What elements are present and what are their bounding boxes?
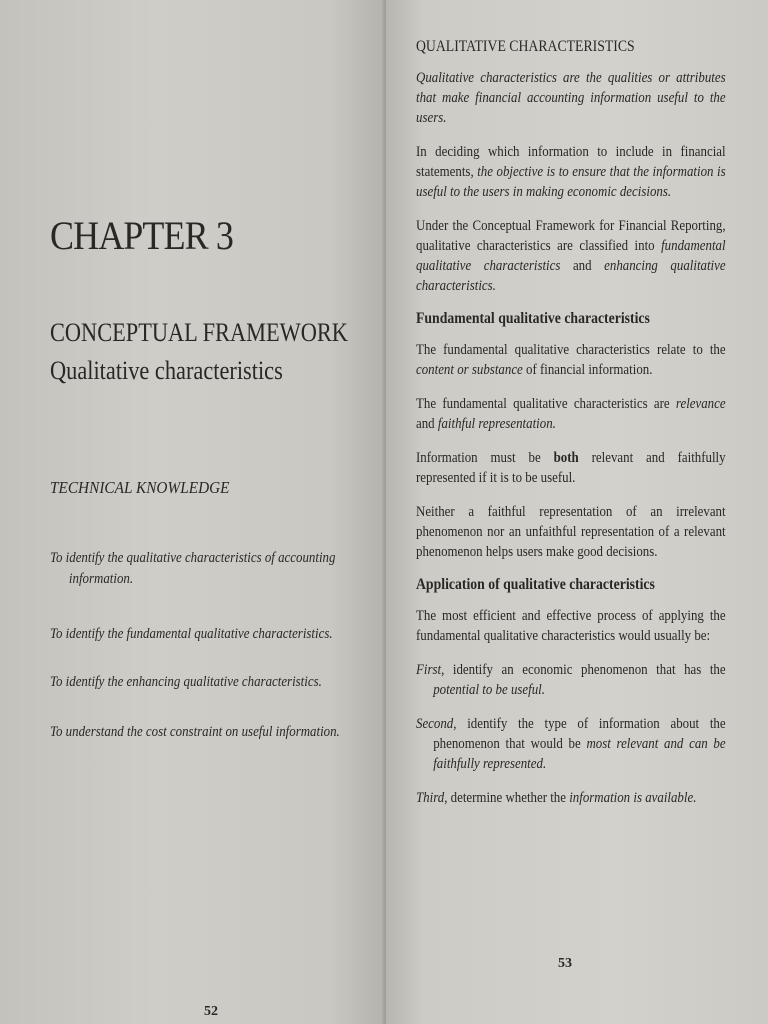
text-run: The fundamental qualitative characteristics relate to the (416, 342, 726, 358)
text-run-italic: relevance (675, 396, 726, 412)
objective-line: To identify the qualitative characteristics of accounting (50, 550, 336, 566)
classification-paragraph (416, 216, 726, 296)
sub-heading-fundamental: Fundamental qualitative characteristics (416, 310, 650, 327)
objective-paragraph (416, 142, 726, 202)
page-number-right: 53 (558, 956, 572, 971)
framework-title: CONCEPTUAL FRAMEWORK (50, 318, 348, 347)
sub-heading-application: Application of qualitative characteristics (416, 576, 655, 593)
text-run: , determine whether the (444, 790, 570, 806)
technical-knowledge-heading: TECHNICAL KNOWLEDGE (50, 478, 230, 497)
application-paragraph: The most efficient and effective process of applying the fundamental qualitative characteristics would usually be: (416, 608, 726, 644)
text-run-italic: information is available. (569, 790, 697, 806)
definition-paragraph (416, 68, 726, 128)
step-lead: Third (416, 790, 445, 806)
application-step-1 (416, 660, 726, 700)
text-run: and (416, 416, 438, 432)
text-run-bold: both (553, 450, 579, 466)
text-run: of financial information. (522, 362, 653, 378)
framework-subtitle: Qualitative characteristics (50, 356, 283, 385)
objective-item (50, 624, 370, 645)
chapter-title: CHAPTER 3 (50, 213, 233, 258)
objective-line: To identify the fundamental qualitative characteristics. (50, 626, 333, 642)
text-run-italic: fundamental qualitative characteristics (416, 238, 726, 274)
right-page-content (416, 38, 726, 822)
text-run-italic: faithful representation. (437, 416, 556, 432)
text-run: , identify the type of information about the phenomenon that would be (433, 716, 726, 752)
text-run: The fundamental qualitative characteristics are (416, 396, 676, 412)
text-run: , identify an economic phenomenon that has the (441, 662, 726, 678)
objective-item (50, 548, 370, 590)
objective-line-continued: information. (68, 571, 134, 587)
fundamental-paragraph-1 (416, 340, 726, 380)
fundamental-paragraph-3 (416, 448, 726, 488)
page-number-left: 52 (204, 1004, 218, 1019)
objective-item (50, 672, 370, 693)
text-run: In deciding which information to include in financial statements, (416, 144, 726, 180)
objective-line: To understand the cost constraint on useful information. (50, 724, 340, 740)
objective-line: To identify the enhancing qualitative characteristics. (50, 674, 322, 690)
fundamental-paragraph-4: Neither a faithful representation of an irrelevant phenomenon nor an unfaithful representation of a relevant phenomenon helps users make good decisions. (416, 504, 726, 560)
text-run: and (560, 258, 605, 274)
fundamental-paragraph-2 (416, 394, 726, 434)
text-run-italic: potential to be useful. (433, 682, 545, 698)
text-run-italic: enhancing qualitative characteristics. (416, 258, 726, 294)
text-run: Under the Conceptual Framework for Financial Reporting, qualitative characteristics are classified into (416, 218, 726, 254)
text-run-italic: content or substance (416, 362, 523, 378)
application-step-3 (416, 788, 726, 808)
section-heading: QUALITATIVE CHARACTERISTICS (416, 38, 635, 55)
text-run: relevant and faithfully represented if it is to be useful. (416, 450, 726, 486)
step-lead: First (416, 662, 442, 678)
text-run-italic: the objective is to ensure that the information is useful to the users in making economic decisions. (416, 164, 726, 200)
step-lead: Second (416, 716, 454, 732)
text-run: Information must be (416, 450, 554, 466)
application-step-2 (416, 714, 726, 774)
definition-text: Qualitative characteristics are the qualities or attributes that make financial accounting information useful to the users. (416, 70, 726, 126)
text-run-italic: most relevant and can be faithfully represented. (433, 736, 726, 772)
objective-item (50, 722, 370, 743)
